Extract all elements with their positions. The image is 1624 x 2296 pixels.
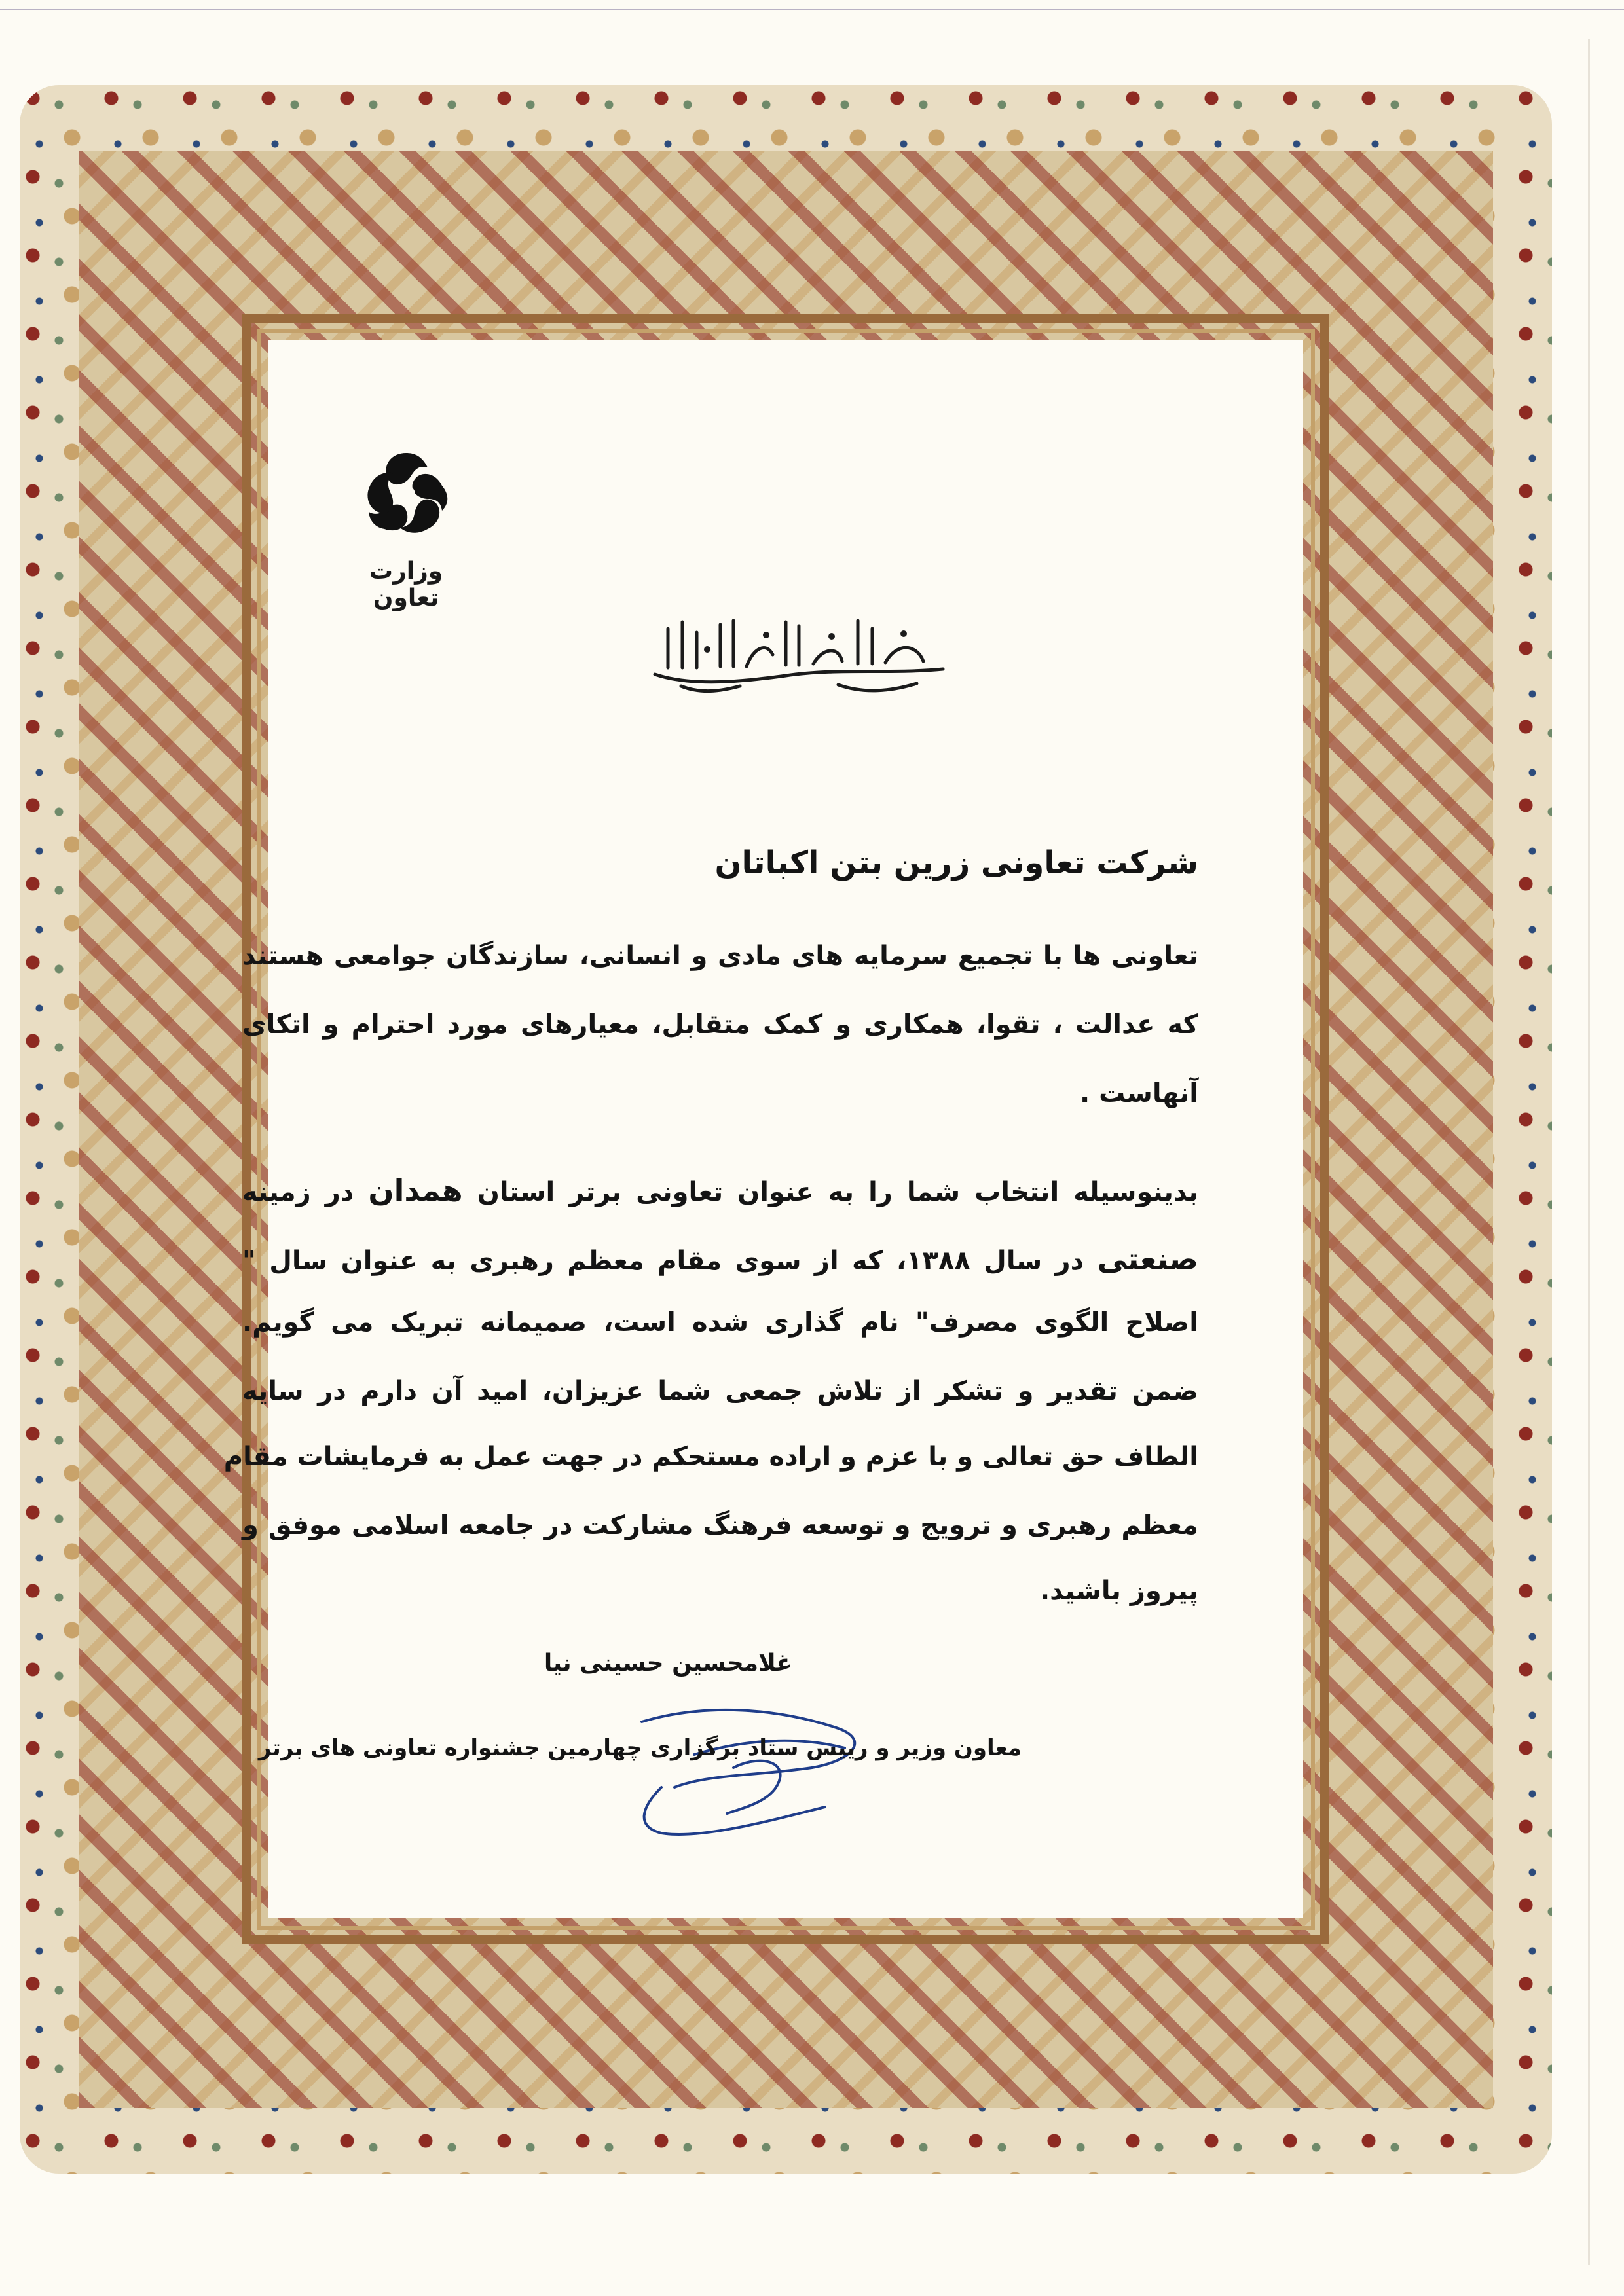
paragraph-line: پیروز باشید.	[1039, 1576, 1198, 1606]
province-name: همدان	[368, 1173, 463, 1208]
ministry-logo	[341, 445, 471, 611]
paragraph-line: اصلاح الگوی مصرف" نام گذاری شده است، صمیمانه تبریک می گویم.	[242, 1307, 1198, 1338]
paragraph-line: معظم رهبری و ترویج و توسعه فرهنگ مشارکت در جامعه اسلامی موفق و	[242, 1510, 1198, 1540]
scan-right-edge	[1588, 39, 1590, 2265]
signatory-name: غلامحسین حسینی نیا	[544, 1650, 792, 1677]
paragraph-line: که عدالت ، تقوا، همکاری و کمک متقابل، معیارهای مورد احترام و اتکای	[242, 1010, 1198, 1040]
line-text: در زمینه	[242, 1177, 354, 1207]
signatory-title: معاون وزیر و رییس ستاد برگزاری چهارمین جشنواره تعاونی های برتر	[258, 1735, 1022, 1761]
bismillah-calligraphy	[642, 602, 956, 701]
line-text: بدینوسیله انتخاب شما را به عنوان تعاونی برتر استان	[477, 1177, 1198, 1207]
field-name: صنعتی	[1097, 1241, 1198, 1277]
ministry-name: وزارت تعاون	[369, 558, 443, 611]
paragraph-line: تعاونی ها با تجمیع سرمایه های مادی و انسانی، سازندگان جوامعی هستند	[242, 941, 1198, 971]
recipient-title: شرکت تعاونی زرین بتن اکباتان	[714, 845, 1198, 881]
paragraph-line: آنهاست .	[1080, 1078, 1198, 1108]
paragraph-line: الطاف حق تعالی و با عزم و اراده مستحکم در جهت عمل به فرمایشات مقام	[223, 1442, 1198, 1472]
paragraph-line: ضمن تقدیر و تشکر از تلاش جمعی شما عزیزان، امید آن دارم در سایه	[242, 1376, 1198, 1406]
bismillah-text: بسم الله الرحمن الرحيم	[766, 693, 832, 700]
cooperative-emblem-icon	[350, 445, 462, 543]
scan-top-line	[0, 9, 1624, 10]
paragraph-line	[242, 1241, 1198, 1277]
paragraph-line	[242, 1173, 1198, 1208]
line-text: در سال ۱۳۸۸، که از سوی مقام معظم رهبری به عنوان سال "	[242, 1246, 1084, 1276]
handwritten-signature	[563, 1676, 930, 1846]
